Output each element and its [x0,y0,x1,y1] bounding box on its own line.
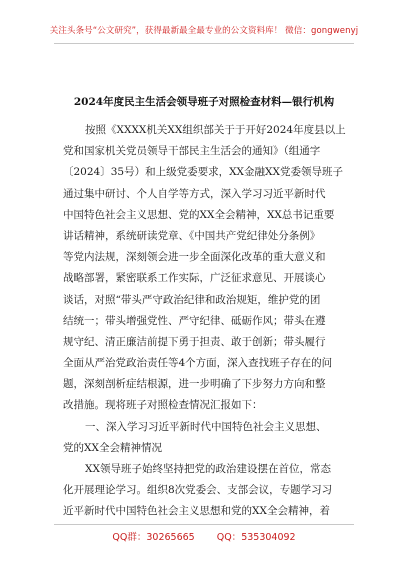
paragraph-line: 近平新时代中国特色社会主义思想和党的XX全会精神，着 [63,505,330,518]
document-title: 2024年度民主生活会领导班子对照检查材料—银行机构 [73,96,335,108]
qq-number: 535304092 [241,532,296,543]
qq-group-number: 30265665 [146,532,195,543]
header-banner: 关注头条号“公文研究”，获得最新最全最专业的公文资料库！ 微信：gongwenyj [49,26,359,36]
paragraph-line: 化开展理论学习。组织8次党委会、支部会议，专题学习习 [63,484,333,497]
section-heading-line: 一、深入学习习近平新时代中国特色社会主义思想、 [85,420,327,433]
paragraph-line: 全面从严治党政治责任等4个方面，深入查找班子存在的问 [63,357,333,370]
document-body [63,120,346,523]
qq-group-label: QQ群： [112,532,147,543]
paragraph-line: 战略部署，紧密联系工作实际，广泛征求意见、开展谈心 [63,272,326,285]
header-divider [54,43,354,44]
section-heading-line: 党的XX全会精神情况 [63,441,162,454]
paragraph-line: 谈话，对照“带头严守政治纪律和政治规矩，维护党的团 [63,293,321,306]
footer-contact [0,529,408,543]
paragraph-line: 结统一；带头增强党性、严守纪律、砥砺作风；带头在遵 [63,314,326,327]
paragraph-line: 党和国家机关党员领导干部民主生活会的通知》（组通字 [63,145,321,158]
paragraph-line: 通过集中研讨、个人自学等方式，深入学习习近平新时代 [63,187,326,200]
paragraph-line: 等党内法规，深刻领会进一步全面深化改革的重大意义和 [63,251,326,264]
paragraph-line: 题，深刻剖析症结根源，进一步明确了下步努力方向和整 [63,378,326,391]
paragraph-line: 〔2024〕35号）和上级党委要求，XX金融XX党委领导班子 [63,166,343,179]
paragraph-line: 讲话精神，系统研读党章、《中国共产党纪律处分条例》 [63,229,321,242]
paragraph-line: XX领导班子始终坚持把党的政治建设摆在首位，常态 [85,463,331,475]
footer-divider [54,524,354,525]
qq-label: QQ： [216,532,242,543]
paragraph-line: 规守纪、清正廉洁前提下勇于担责、敢于创新；带头履行 [63,335,326,348]
paragraph-line: 中国特色社会主义思想、党的XX全会精神，XX总书记重要 [63,208,335,221]
paragraph-line: 按照《XXXX机关XX组织部关于于开好2024年度县以上 [85,124,346,136]
paragraph-line: 改措施。现将班子对照检查情况汇报如下： [63,399,263,412]
